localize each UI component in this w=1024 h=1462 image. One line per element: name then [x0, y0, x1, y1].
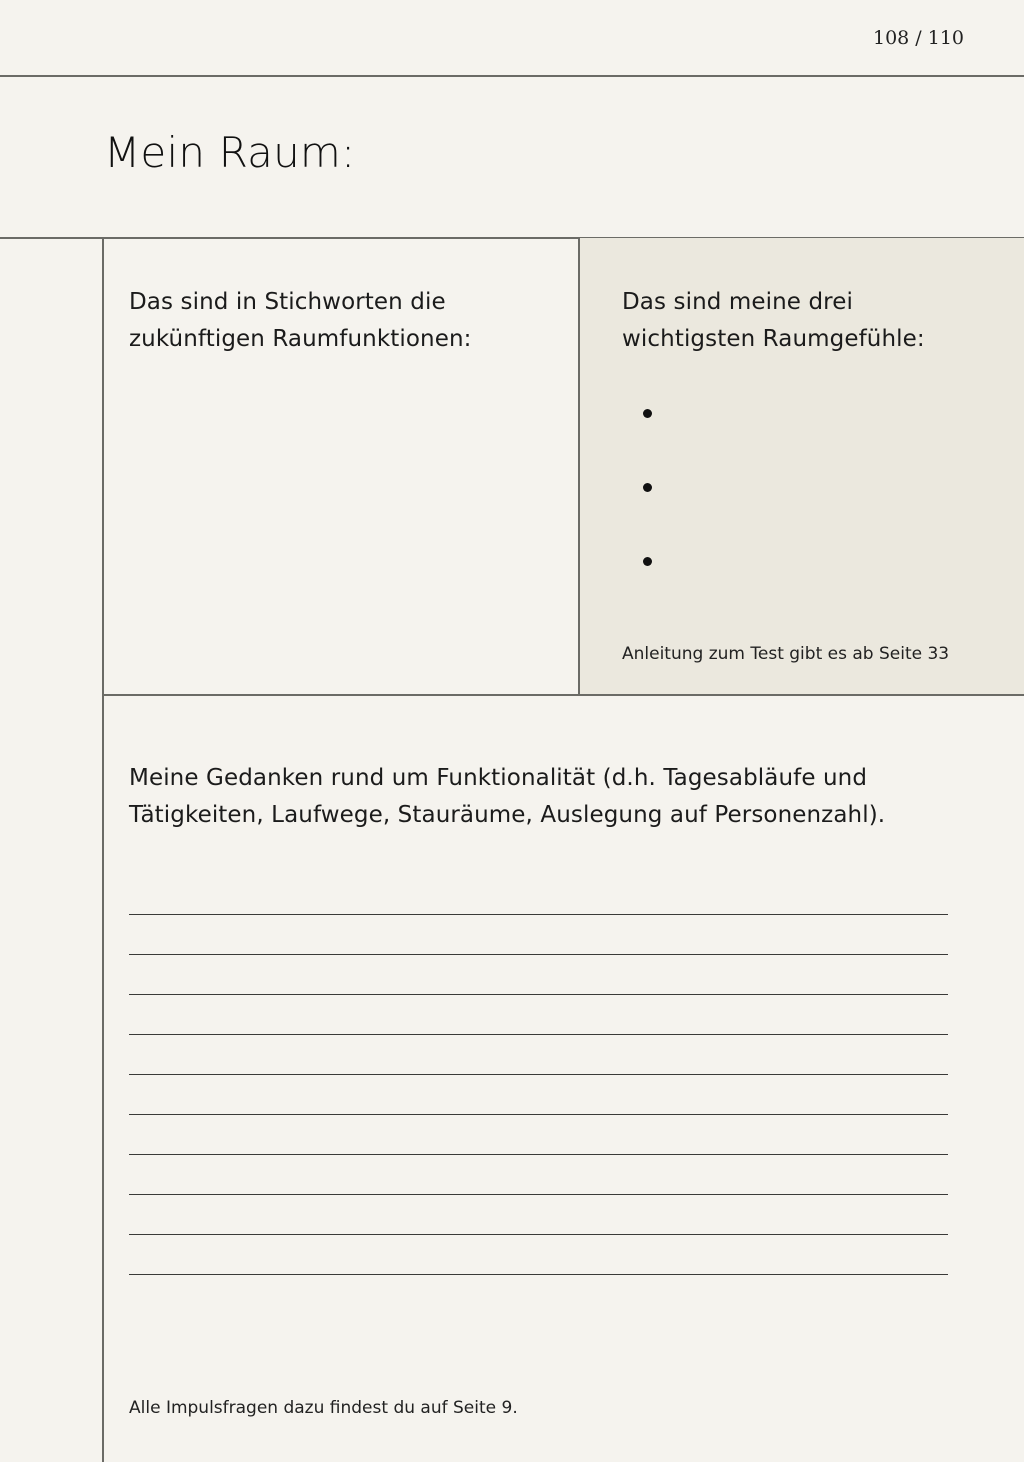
feelings-heading-line-1: Das sind meine drei — [622, 289, 853, 315]
writing-line[interactable] — [129, 1234, 948, 1235]
section-divider — [102, 694, 1024, 696]
writing-line[interactable] — [129, 954, 948, 955]
writing-line[interactable] — [129, 914, 948, 915]
impulse-questions-note: Alle Impulsfragen dazu findest du auf Seite 9. — [129, 1398, 518, 1418]
functions-heading — [129, 284, 472, 358]
functions-heading-line-2: zukünftigen Raumfunktionen: — [129, 326, 472, 352]
feeling-bullet-1 — [643, 409, 652, 418]
thoughts-heading — [129, 760, 885, 834]
page-title: Mein Raum: — [104, 128, 356, 177]
thoughts-heading-line-1: Meine Gedanken rund um Funktionalität (d.h. Tagesabläufe und — [129, 765, 868, 791]
writing-line[interactable] — [129, 1154, 948, 1155]
feelings-test-note: Anleitung zum Test gibt es ab Seite 33 — [622, 644, 950, 664]
writing-line[interactable] — [129, 994, 948, 995]
feeling-bullet-2 — [643, 483, 652, 492]
feelings-heading — [622, 284, 925, 358]
writing-line[interactable] — [129, 1074, 948, 1075]
writing-line[interactable] — [129, 1194, 948, 1195]
feeling-bullet-3 — [643, 557, 652, 566]
thoughts-heading-line-2: Tätigkeiten, Laufwege, Stauräume, Auslegung auf Personenzahl). — [129, 802, 886, 828]
writing-line[interactable] — [129, 1034, 948, 1035]
left-margin-line — [102, 237, 104, 1462]
writing-line[interactable] — [129, 1114, 948, 1115]
page-number: 108 / 110 — [872, 27, 964, 49]
column-divider — [578, 237, 580, 695]
writing-line[interactable] — [129, 1274, 948, 1275]
feelings-heading-line-2: wichtigsten Raumgefühle: — [622, 326, 925, 352]
top-divider — [0, 75, 1024, 77]
functions-heading-line-1: Das sind in Stichworten die — [129, 289, 446, 315]
